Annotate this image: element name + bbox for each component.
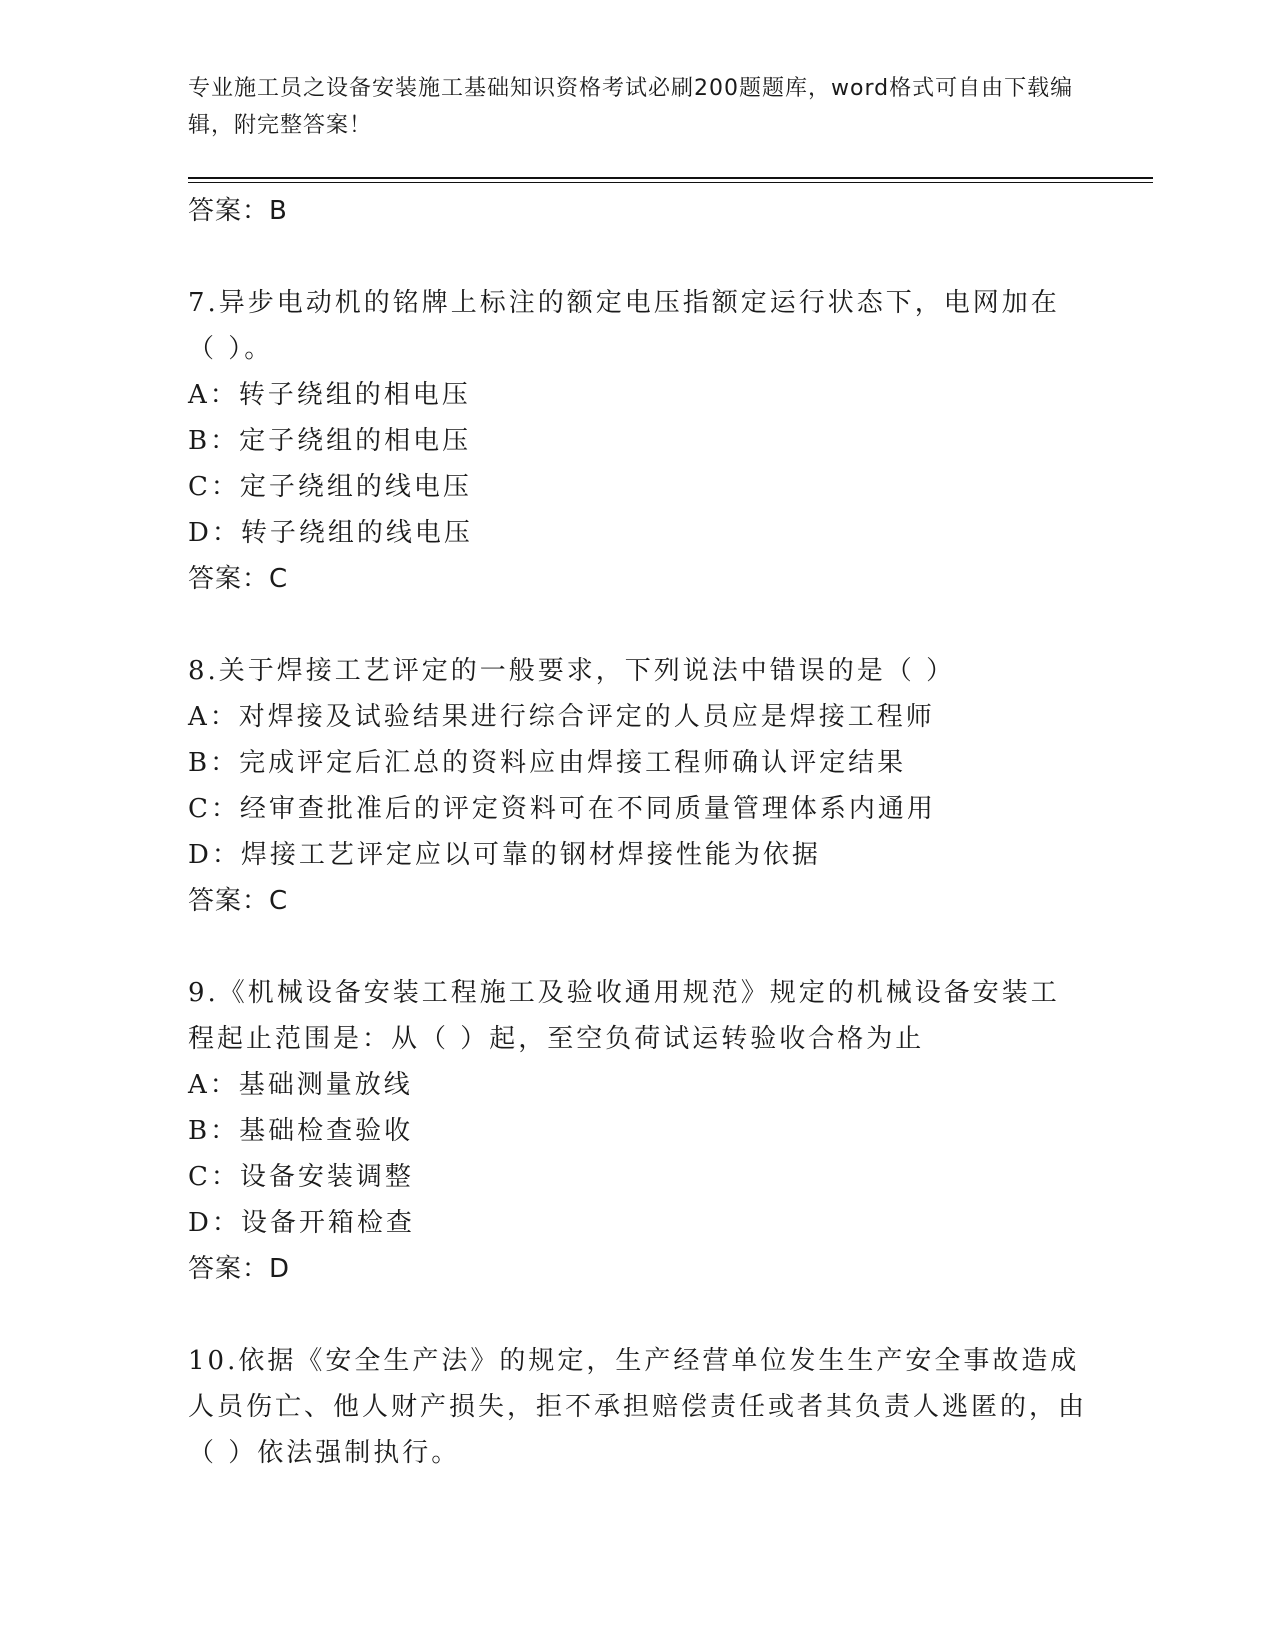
answer: 答案：D (188, 1254, 291, 1284)
option-a: A：基础测量放线 (188, 1070, 413, 1100)
option-b: B：基础检查验收 (188, 1116, 414, 1146)
answer: 答案：C (188, 886, 289, 916)
question-text: 8.关于焊接工艺评定的一般要求，下列说法中错误的是（ ） (188, 656, 956, 686)
option-d: D：焊接工艺评定应以可靠的钢材焊接性能为依据 (188, 840, 821, 870)
spacer (188, 234, 1088, 280)
answer: 答案：C (188, 564, 289, 594)
header-rule-thick (188, 177, 1153, 179)
spacer (188, 924, 1088, 970)
question-8 (188, 648, 1088, 924)
option-c: C：定子绕组的线电压 (188, 472, 472, 502)
option-a: A：转子绕组的相电压 (188, 380, 471, 410)
question-text: 9.《机械设备安装工程施工及验收通用规范》规定的机械设备安装工程起止范围是：从（ ）起，至空负荷试运转验收合格为止 (188, 978, 1060, 1054)
option-c: C：经审查批准后的评定资料可在不同质量管理体系内通用 (188, 794, 936, 824)
header-rule-thin (188, 182, 1153, 183)
spacer (188, 602, 1088, 648)
question-7 (188, 280, 1088, 602)
question-9 (188, 970, 1088, 1292)
option-b: B：定子绕组的相电压 (188, 426, 472, 456)
question-10 (188, 1338, 1088, 1476)
spacer (188, 1292, 1088, 1338)
question-list (188, 188, 1088, 1476)
question-text: 7.异步电动机的铭牌上标注的额定电压指额定运行状态下，电网加在（ ）。 (188, 288, 1060, 364)
page-header: 专业施工员之设备安装施工基础知识资格考试必刷200题题库，word格式可自由下载编辑，附完整答案！ (188, 76, 1074, 138)
option-d: D：转子绕组的线电压 (188, 518, 473, 548)
option-d: D：设备开箱检查 (188, 1208, 415, 1238)
question-text: 10.依据《安全生产法》的规定，生产经营单位发生生产安全事故造成人员伤亡、他人财产损失，拒不承担赔偿责任或者其负责人逃匿的，由（ ）依法强制执行。 (188, 1346, 1088, 1468)
option-b: B：完成评定后汇总的资料应由焊接工程师确认评定结果 (188, 748, 907, 778)
answer-previous: 答案：B (188, 196, 288, 226)
option-a: A：对焊接及试验结果进行综合评定的人员应是焊接工程师 (188, 702, 935, 732)
option-c: C：设备安装调整 (188, 1162, 414, 1192)
